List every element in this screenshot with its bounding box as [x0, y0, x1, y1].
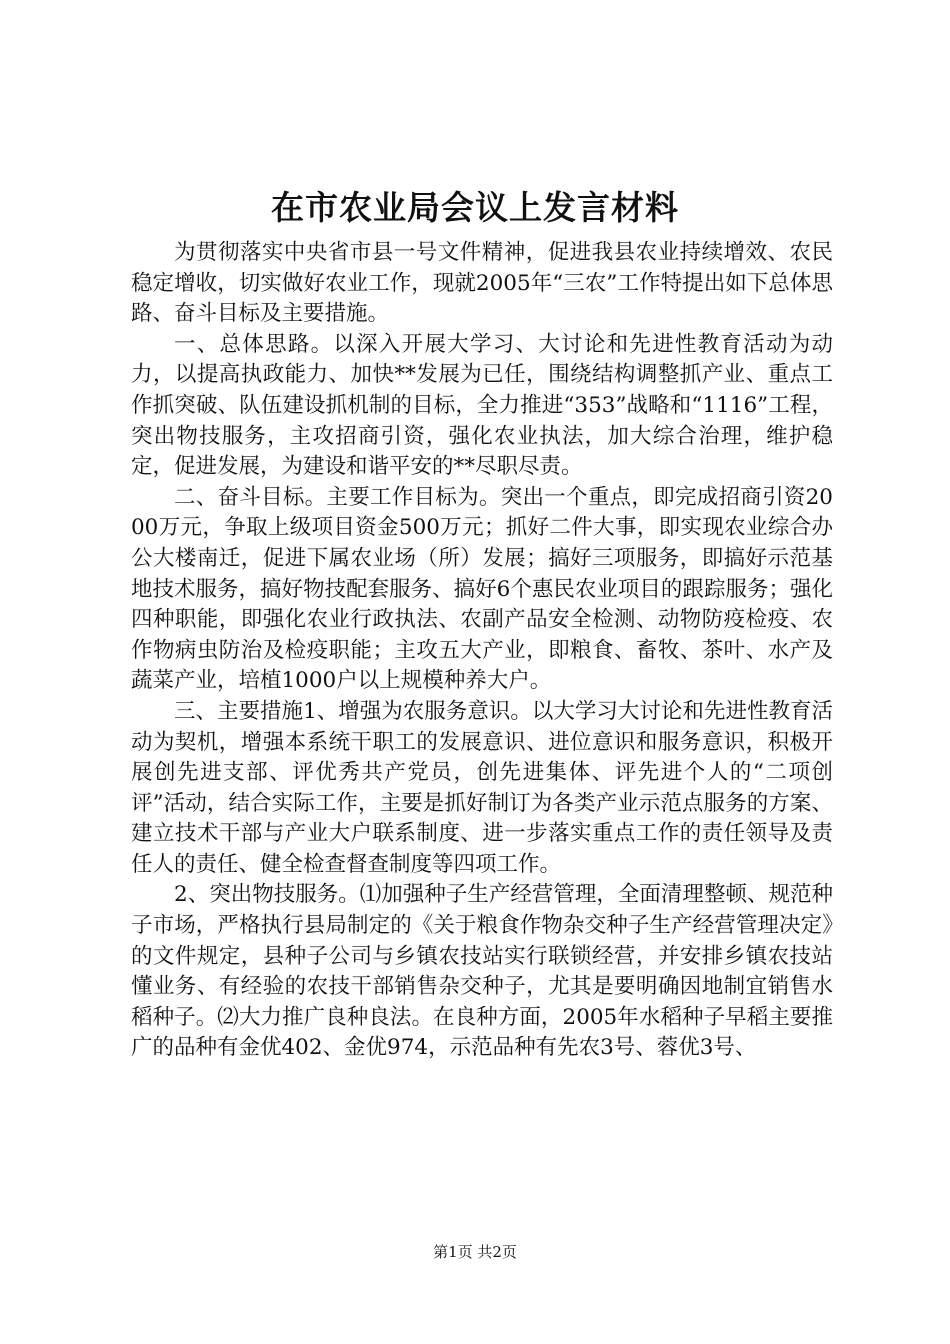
paragraph-tech-services: 2、突出物技服务。⑴加强种子生产经营管理，全面清理整顿、规范种子市场，严格执行县局制定的《关于粮食作物杂交种子生产经营管理决定》的文件规定，县种子公司与乡镇农技站实行联锁经营，并安排乡镇农技站懂业务、有经验的农技干部销售杂交种子，尤其是要明确因地制宜销售水稻种子。⑵大力推广良种良法。在良种方面，2005年水稻种子早稻主要推广的品种有金优402、金优974，示范品种有先农3号、蓉优3号、 [131, 882, 833, 1061]
paragraph-overall-approach: 一、总体思路。以深入开展大学习、大讨论和先进性教育活动为动力，以提高执政能力、加快**发展为已任，围绕结构调整抓产业、重点工作抓突破、队伍建设抓机制的目标，全力推进“353”战略和“1116”工程，突出物技服务，主攻招商引资，强化农业执法，加大综合治理，维护稳定，促进发展，为建设和谐平安的**尽职尽责。 [131, 331, 833, 480]
document-body [131, 238, 833, 1064]
page-number-footer: 第1页 共2页 [433, 1243, 517, 1261]
paragraph-measures: 三、主要措施1、增强为农服务意识。以大学习大讨论和先进性教育活动为契机，增强本系统干职工的发展意识、进位意识和服务意识，积极开展创先进支部、评优秀共产党员，创先进集体、评先进个人的“二项创评”活动，结合实际工作，主要是抓好制订为各类产业示范点服务的方案、建立技术干部与产业大户联系制度、进一步落实重点工作的责任领导及责任人的责任、健全检查督查制度等四项工作。 [131, 698, 833, 877]
document-title: 在市农业局会议上发言材料 [271, 188, 679, 227]
paragraph-intro: 为贯彻落实中央省市县一号文件精神，促进我县农业持续增效、农民稳定增收，切实做好农业工作，现就2005年“三农”工作特提出如下总体思路、奋斗目标及主要措施。 [131, 240, 833, 327]
paragraph-goals: 二、奋斗目标。主要工作目标为。突出一个重点，即完成招商引资2000万元，争取上级项目资金500万元；抓好二件大事，即实现农业综合办公大楼南迁，促进下属农业场（所）发展；搞好三项服务，即搞好示范基地技术服务，搞好物技配套服务、搞好6个惠民农业项目的跟踪服务；强化四种职能，即强化农业行政执法、农副产品安全检测、动物防疫检疫、农作物病虫防治及检疫职能；主攻五大产业，即粮食、畜牧、茶叶、水产及蔬菜产业，培植1000户以上规模种养大户。 [131, 484, 833, 694]
